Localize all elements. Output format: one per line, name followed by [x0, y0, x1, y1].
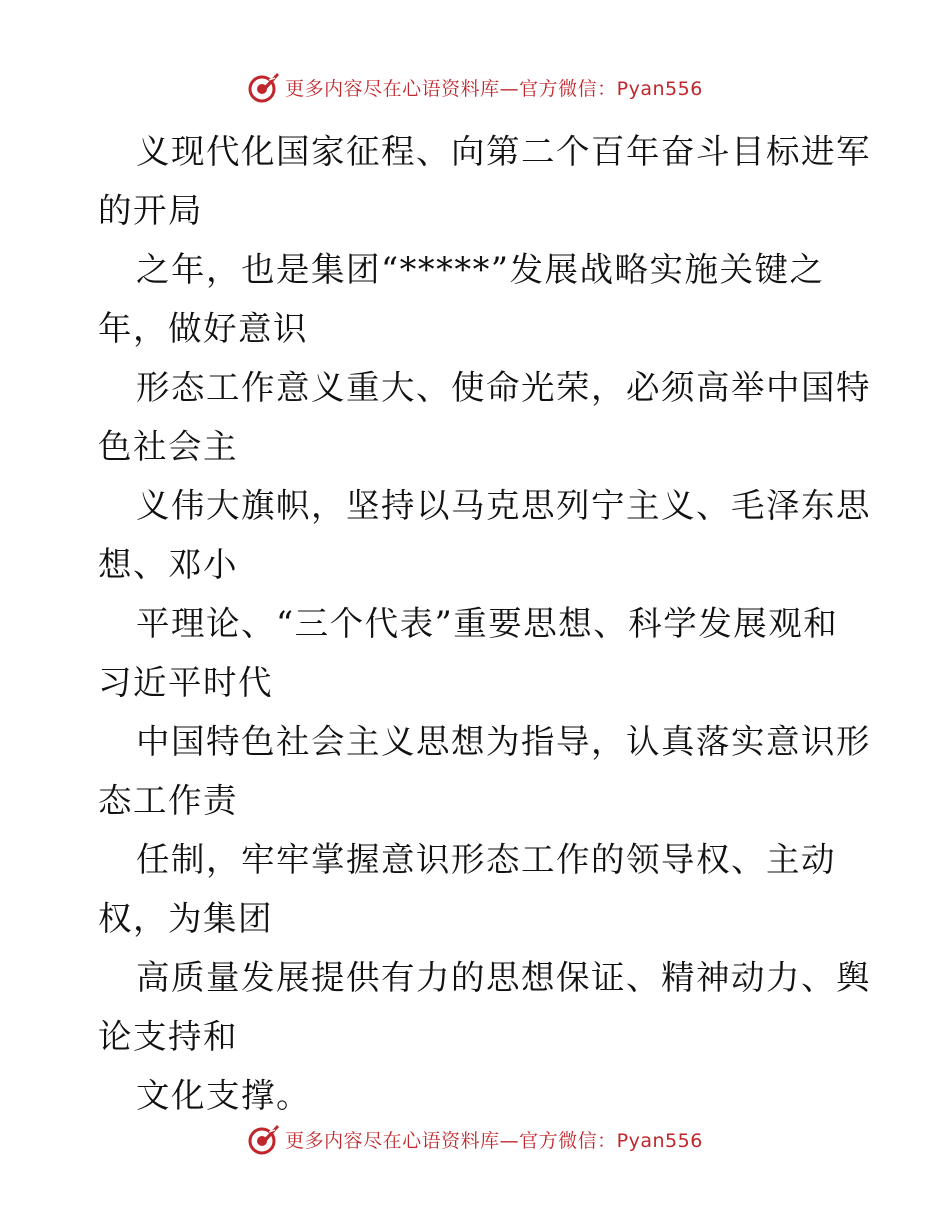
text-line: 论支持和: [98, 1017, 238, 1056]
text-line: 想、邓小: [98, 545, 238, 584]
text-line: 义现代化国家征程、向第二个百年奋斗目标进军: [136, 132, 871, 171]
text-line: 义伟大旗帜，坚持以马克思列宁主义、毛泽东思: [136, 486, 871, 525]
document-body: [98, 122, 871, 1125]
text-line: 色社会主: [98, 427, 238, 466]
watermark-text: 更多内容尽在心语资料库—官方微信：Pyan556: [285, 1129, 703, 1152]
text-line: 平理论、“三个代表”重要思想、科学发展观和: [136, 604, 839, 643]
text-line: 任制，牢牢掌握意识形态工作的领导权、主动: [136, 840, 836, 879]
text-line: 的开局: [98, 191, 203, 230]
text-line: 习近平时代: [98, 663, 273, 702]
watermark-text: 更多内容尽在心语资料库—官方微信：Pyan556: [285, 77, 703, 100]
text-line: 年，做好意识: [98, 309, 308, 348]
text-line: 形态工作意义重大、使命光荣，必须高举中国特: [136, 368, 871, 407]
text-line: 态工作责: [98, 781, 238, 820]
quill-logo-icon: [247, 70, 281, 104]
text-line: 中国特色社会主义思想为指导，认真落实意识形: [136, 722, 871, 761]
text-line: 文化支撑。: [136, 1076, 311, 1115]
header-watermark: [0, 70, 950, 104]
text-line: 高质量发展提供有力的思想保证、精神动力、舆: [136, 958, 871, 997]
quill-logo-icon: [247, 1122, 281, 1156]
footer-watermark: [0, 1122, 950, 1156]
text-line: 权，为集团: [98, 899, 273, 938]
text-line: 之年，也是集团“*****”发展战略实施关键之: [136, 250, 825, 289]
